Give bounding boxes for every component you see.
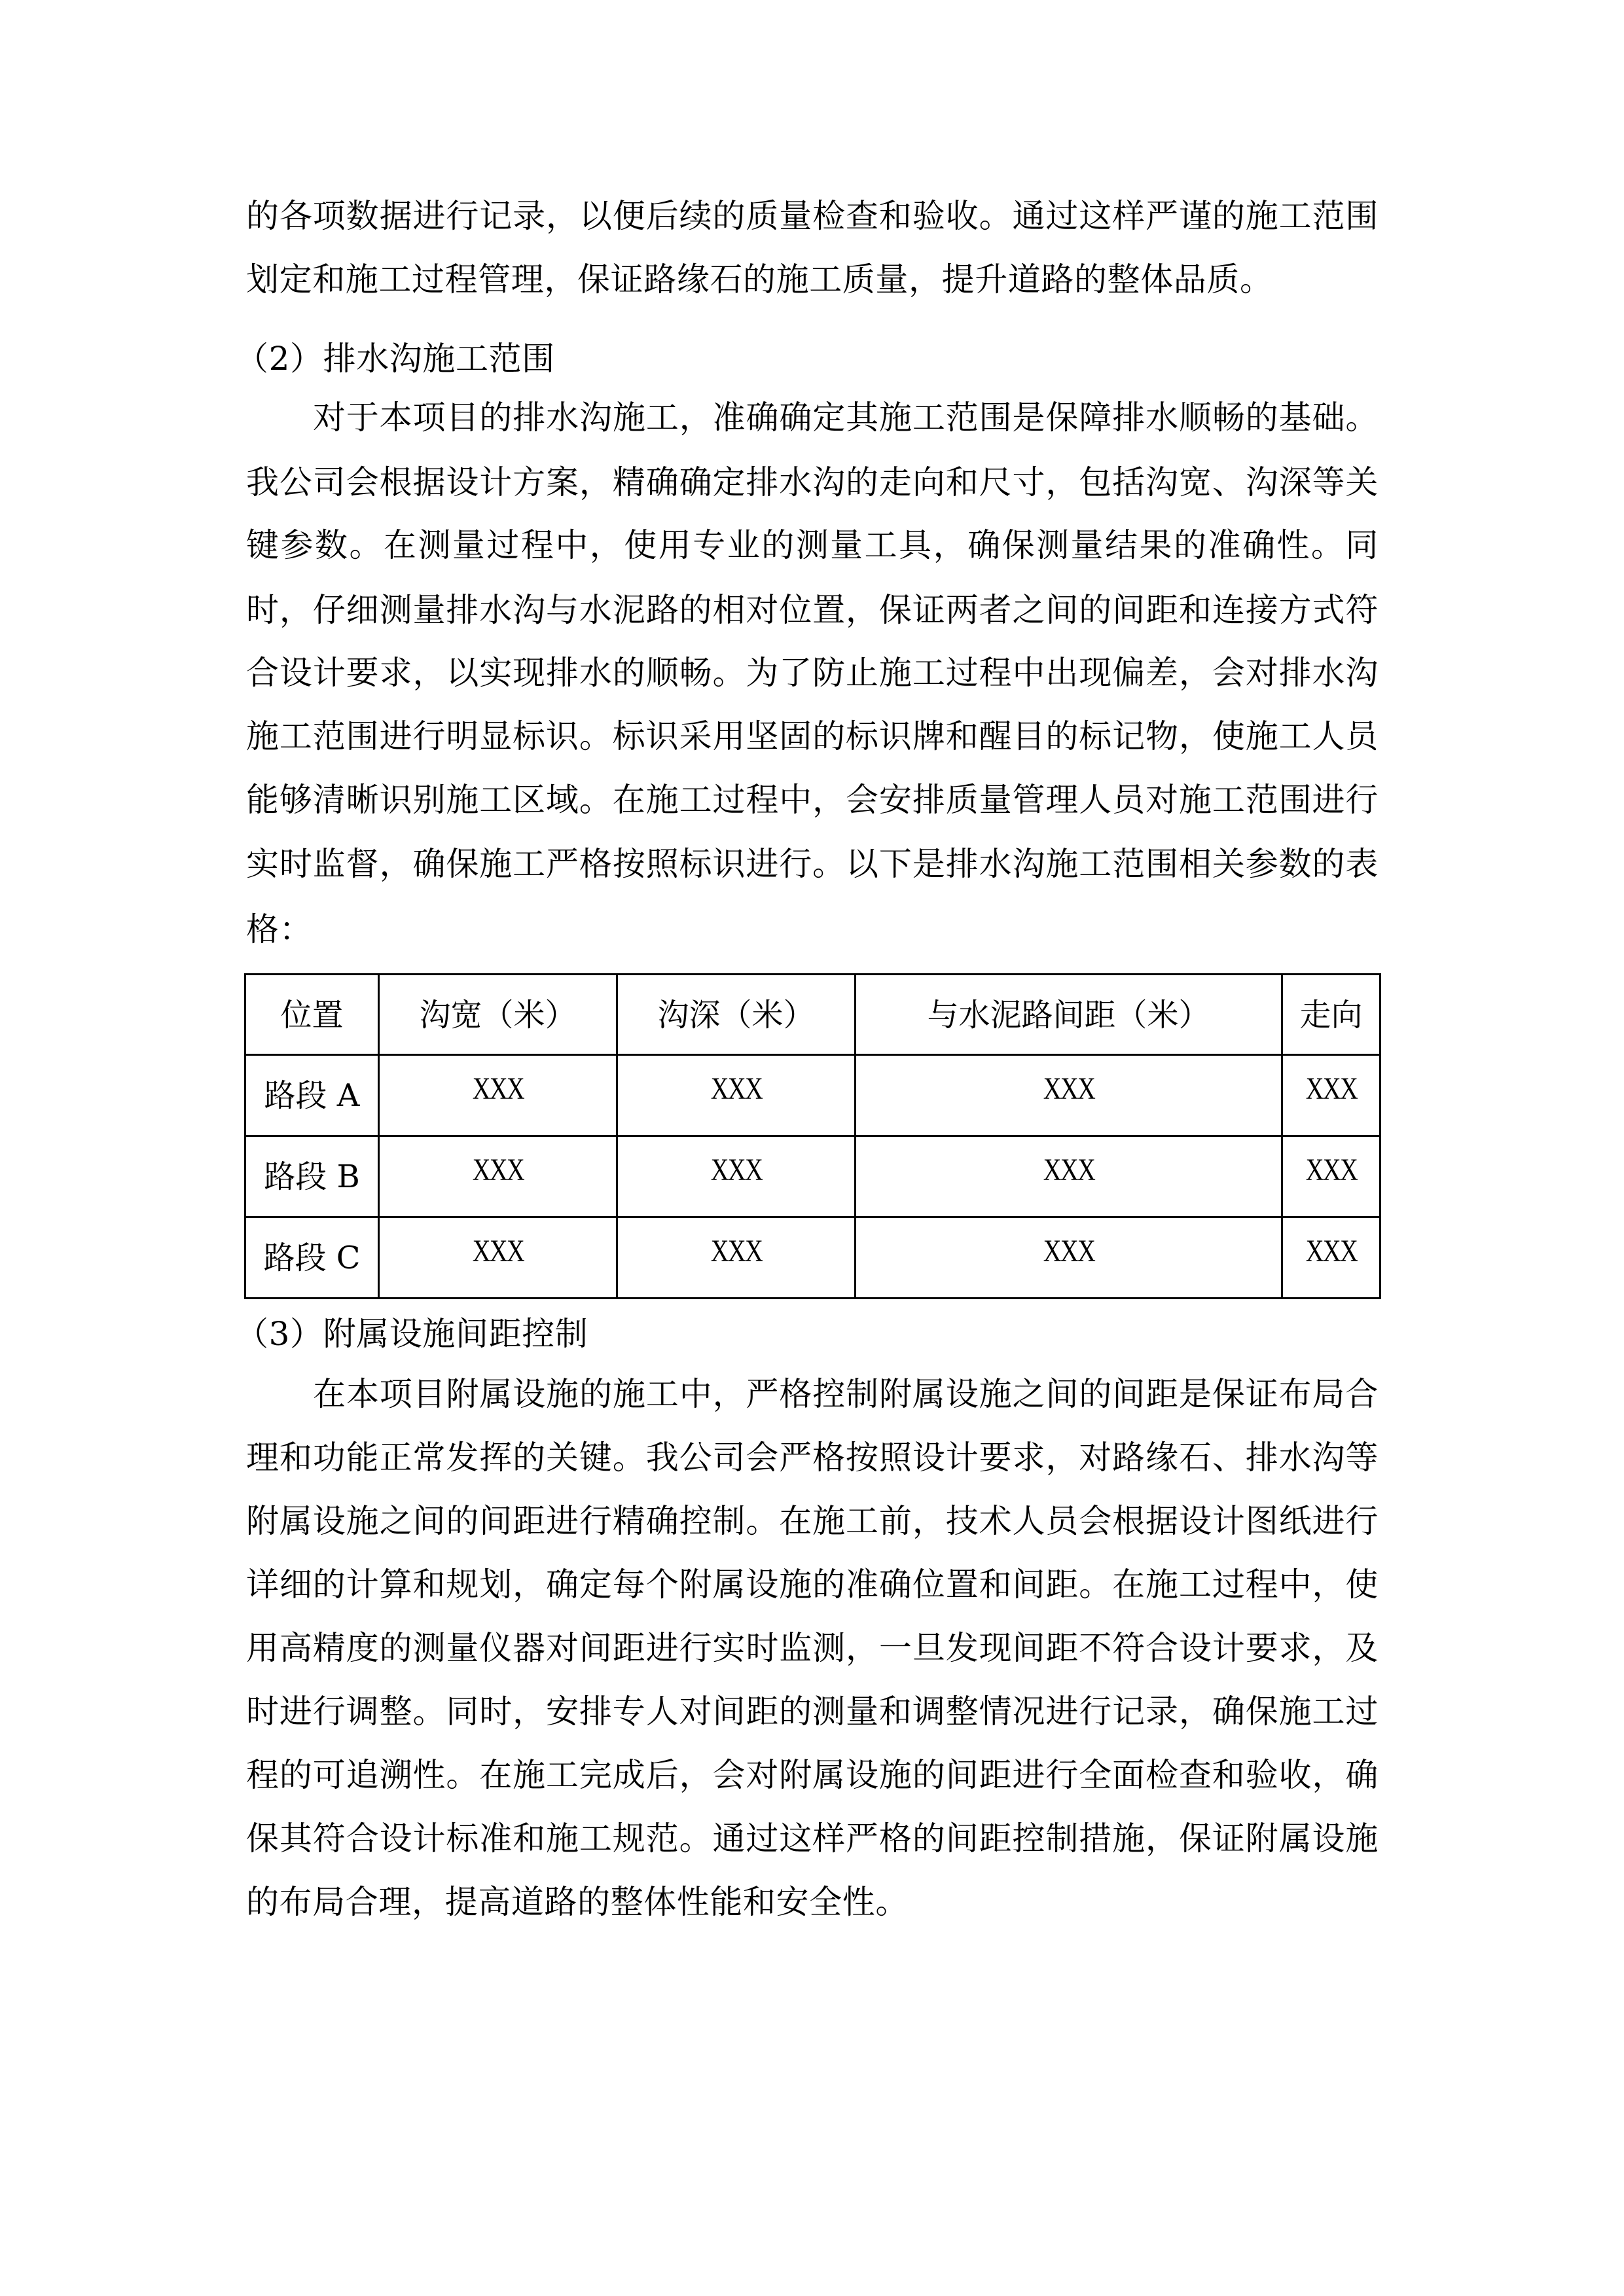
cell-value: XXX [1305, 1234, 1357, 1268]
header-direction: 走向 [1282, 975, 1380, 1055]
cell-direction [1282, 1136, 1380, 1217]
section-2-line-4: 时，仔细测量排水沟与水泥路的相对位置，保证两者之间的间距和连接方式符 [246, 591, 1379, 629]
section-2-line-7: 能够清晰识别施工区域。在施工过程中，会安排质量管理人员对施工范围进行 [246, 781, 1379, 819]
table-header-row [245, 975, 1380, 1055]
section-3-line-7: 程的可追溯性。在施工完成后，会对附属设施的间距进行全面检查和验收，确 [246, 1756, 1379, 1794]
cell-value: XXX [1305, 1071, 1357, 1106]
section-3-line-6: 时进行调整。同时，安排专人对间距的测量和调整情况进行记录，确保施工过 [246, 1693, 1379, 1731]
cell-value: XXX [1043, 1153, 1094, 1187]
cell-position: 路段 B [245, 1136, 379, 1217]
cell-ditch-width [379, 1136, 617, 1217]
header-position: 位置 [245, 975, 379, 1055]
section-2-line-3: 键参数。在测量过程中，使用专业的测量工具，确保测量结果的准确性。同 [246, 526, 1379, 564]
cell-ditch-depth [617, 1055, 856, 1136]
cell-value: XXX [472, 1071, 524, 1106]
intro-line-1: 的各项数据进行记录，以便后续的质量检查和验收。通过这样严谨的施工范围 [246, 197, 1379, 235]
cell-value: XXX [1305, 1153, 1357, 1187]
drainage-params-table [244, 973, 1381, 1299]
table-row [245, 1136, 1380, 1217]
cell-value: XXX [1043, 1234, 1094, 1268]
cell-position: 路段 C [245, 1217, 379, 1299]
cell-value: XXX [472, 1153, 524, 1187]
section-3-line-2: 理和功能正常发挥的关键。我公司会严格按照设计要求，对路缘石、排水沟等 [246, 1439, 1379, 1477]
cell-ditch-width [379, 1055, 617, 1136]
cell-value: XXX [472, 1234, 524, 1268]
section-3-line-8: 保其符合设计标准和施工规范。通过这样严格的间距控制措施，保证附属设施 [246, 1820, 1379, 1857]
header-ditch-depth: 沟深（米） [617, 975, 856, 1055]
section-3-line-9: 的布局合理，提高道路的整体性能和安全性。 [246, 1883, 909, 1921]
header-distance-to-road: 与水泥路间距（米） [856, 975, 1282, 1055]
cell-ditch-depth [617, 1136, 856, 1217]
cell-distance-to-road [856, 1217, 1282, 1299]
section-2-line-1: 对于本项目的排水沟施工，准确确定其施工范围是保障排水顺畅的基础。 [313, 399, 1379, 437]
cell-ditch-width [379, 1217, 617, 1299]
intro-line-2: 划定和施工过程管理，保证路缘石的施工质量，提升道路的整体品质。 [246, 260, 1273, 298]
section-2-line-5: 合设计要求，以实现排水的顺畅。为了防止施工过程中出现偏差，会对排水沟 [246, 654, 1379, 692]
section-2-line-6: 施工范围进行明显标识。标识采用坚固的标识牌和醒目的标记物，使施工人员 [246, 717, 1379, 755]
section-3-line-5: 用高精度的测量仪器对间距进行实时监测，一旦发现间距不符合设计要求，及 [246, 1629, 1379, 1667]
cell-value: XXX [710, 1234, 762, 1268]
cell-distance-to-road [856, 1055, 1282, 1136]
section-2-heading: （2）排水沟施工范围 [236, 340, 555, 378]
cell-value: XXX [1043, 1071, 1094, 1106]
table-row [245, 1055, 1380, 1136]
cell-direction [1282, 1217, 1380, 1299]
section-3-heading: （3）附属设施间距控制 [236, 1315, 588, 1353]
cell-value: XXX [710, 1071, 762, 1106]
cell-value: XXX [710, 1153, 762, 1187]
section-3-line-4: 详细的计算和规划，确定每个附属设施的准确位置和间距。在施工过程中，使 [246, 1566, 1379, 1604]
section-2-line-2: 我公司会根据设计方案，精确确定排水沟的走向和尺寸，包括沟宽、沟深等关 [246, 463, 1379, 501]
section-2-line-8: 实时监督，确保施工严格按照标识进行。以下是排水沟施工范围相关参数的表 [246, 845, 1379, 883]
cell-ditch-depth [617, 1217, 856, 1299]
section-3-line-1: 在本项目附属设施的施工中，严格控制附属设施之间的间距是保证布局合 [313, 1375, 1379, 1413]
header-ditch-width: 沟宽（米） [379, 975, 617, 1055]
section-2-line-9: 格： [246, 910, 313, 948]
cell-position: 路段 A [245, 1055, 379, 1136]
cell-distance-to-road [856, 1136, 1282, 1217]
section-3-line-3: 附属设施之间的间距进行精确控制。在施工前，技术人员会根据设计图纸进行 [246, 1502, 1379, 1540]
cell-direction [1282, 1055, 1380, 1136]
table-row [245, 1217, 1380, 1299]
